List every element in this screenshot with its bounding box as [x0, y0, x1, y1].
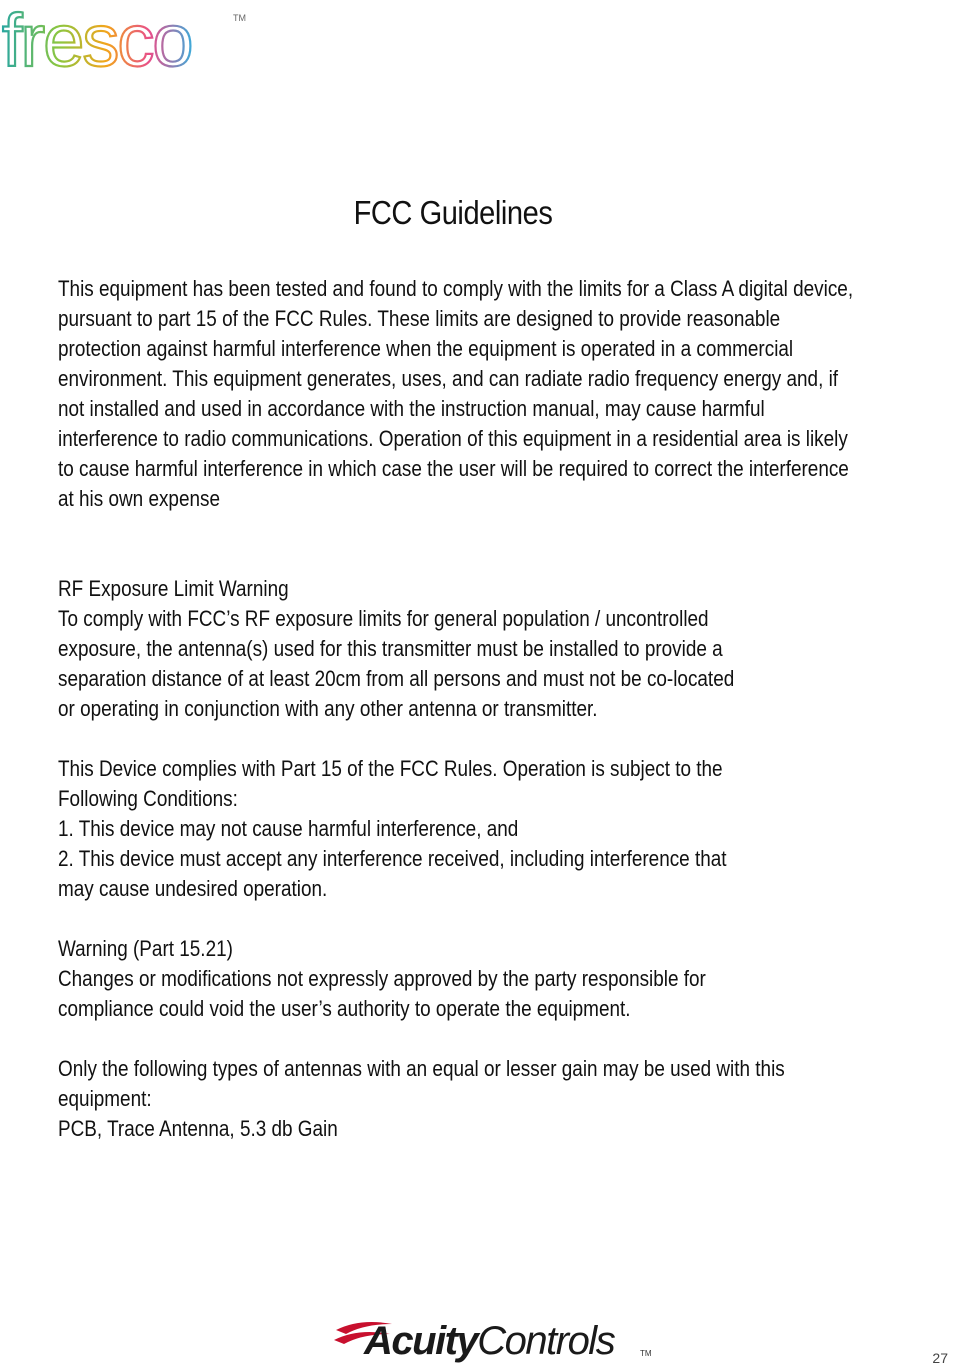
text-line: 2. This device must accept any interference received, including interference that [58, 846, 727, 871]
text-line: to cause harmful interference in which case the user will be required to correct the interference [58, 456, 849, 481]
text-line: 1. This device may not cause harmful interference, and [58, 816, 519, 841]
page-title: FCC Guidelines [353, 194, 553, 231]
section-heading: RF Exposure Limit Warning [58, 576, 289, 601]
acuity-brand-light: Controls [477, 1319, 615, 1363]
document-body [58, 274, 901, 1144]
antenna-section [58, 1054, 901, 1144]
device-compliance-section [58, 754, 901, 904]
text-line: Only the following types of antennas with an equal or lesser gain may be used with this [58, 1056, 785, 1081]
text-line: Changes or modifications not expressly approved by the party responsible for [58, 966, 706, 991]
text-line: compliance could void the user’s authority to operate the equipment. [58, 996, 631, 1021]
acuity-brand-bold: Acuity [364, 1319, 478, 1363]
fresco-logo-tm: TM [233, 13, 246, 23]
text-line: protection against harmful interference when the equipment is operated in a commercial [58, 336, 794, 361]
text-line: To comply with FCC’s RF exposure limits for general population / uncontrolled [58, 606, 709, 631]
page-number: 27 [932, 1350, 948, 1366]
text-line: interference to radio communications. Operation of this equipment in a residential area is likely [58, 426, 848, 451]
text-line: not installed and used in accordance with the instruction manual, may cause harmful [58, 396, 765, 421]
text-line: Following Conditions: [58, 786, 238, 811]
rf-exposure-section [58, 574, 901, 724]
text-line: exposure, the antenna(s) used for this transmitter must be installed to provide a [58, 636, 723, 661]
text-line: pursuant to part 15 of the FCC Rules. These limits are designed to provide reasonable [58, 306, 781, 331]
fresco-logo-text: fresco [2, 0, 192, 80]
text-line: or operating in conjunction with any other antenna or transmitter. [58, 696, 598, 721]
text-line: This equipment has been tested and found to comply with the limits for a Class A digital device, [58, 276, 854, 301]
text-line: environment. This equipment generates, uses, and can radiate radio frequency energy and, if [58, 366, 839, 391]
section-heading: Warning (Part 15.21) [58, 936, 233, 961]
text-line: may cause undesired operation. [58, 876, 328, 901]
text-line: PCB, Trace Antenna, 5.3 db Gain [58, 1116, 338, 1141]
warning-section [58, 934, 901, 1024]
compliance-paragraph [58, 274, 901, 514]
fresco-logo [0, 0, 260, 80]
text-line: at his own expense [58, 486, 220, 511]
text-line: separation distance of at least 20cm from all persons and must not be co-located [58, 666, 735, 691]
svg-text:AcuityControls [363, 1319, 616, 1363]
acuity-controls-logo [330, 1310, 660, 1366]
acuity-tm: TM [640, 1349, 652, 1358]
text-line: This Device complies with Part 15 of the FCC Rules. Operation is subject to the [58, 756, 723, 781]
text-line: equipment: [58, 1086, 152, 1111]
